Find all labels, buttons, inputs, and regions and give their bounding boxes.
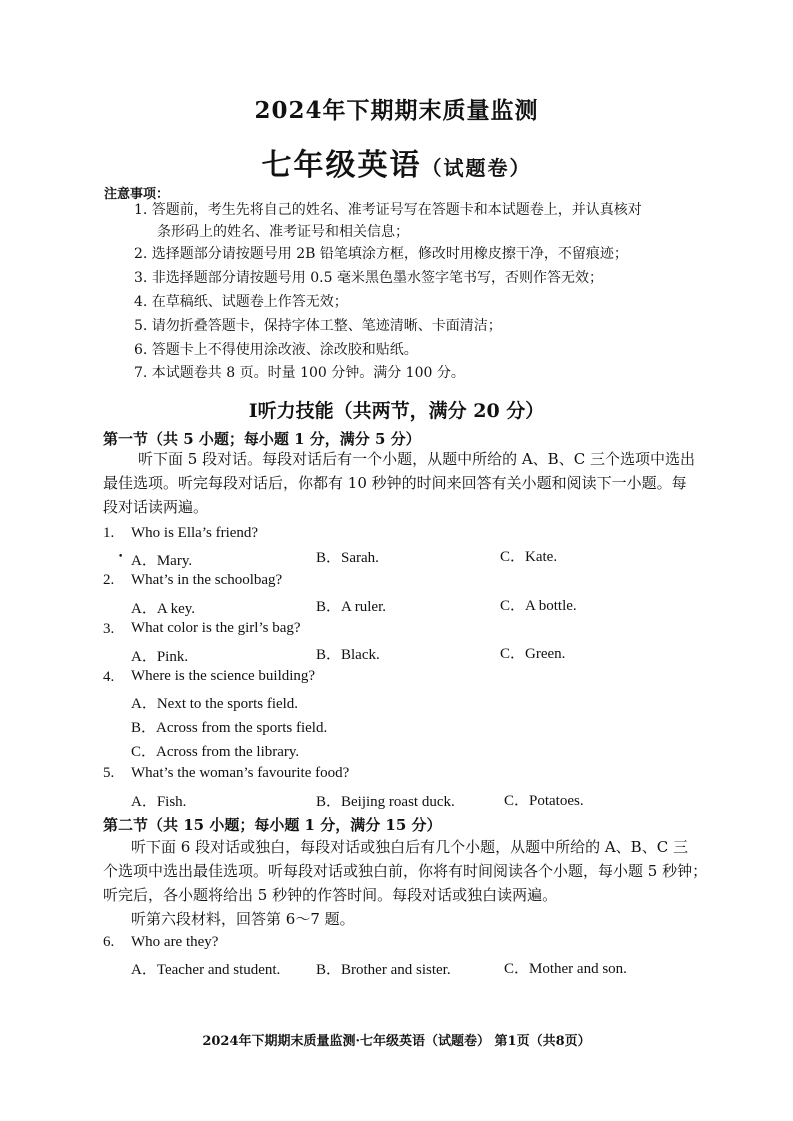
option-b: B．A ruler.	[316, 599, 386, 615]
question-stem: What’s the woman’s favourite food?	[131, 765, 350, 781]
ink-mark: •	[118, 552, 124, 562]
notice-item: 条形码上的姓名、准考证号和相关信息；	[157, 224, 409, 240]
option-c: C．Mother and son.	[504, 961, 627, 977]
option-a: A．Fish.	[131, 794, 187, 810]
question-number: 1.	[103, 525, 115, 541]
part2-instruction-line: 听下面 6 段对话或独白，每段对话或独白后有几个小题，从题中所给的 A、B、C 三	[131, 838, 688, 856]
subject-subtitle: （试题卷）	[421, 156, 532, 180]
question-number: 5.	[103, 765, 115, 781]
option-c: C．Green.	[500, 646, 566, 662]
exam-subject	[0, 140, 793, 184]
question-stem: Where is the science building?	[131, 668, 316, 684]
notice-item: 7. 本试题卷共 8 页。时量 100 分钟。满分 100 分。	[134, 365, 465, 381]
option-a: A．Next to the sports field.	[131, 696, 299, 712]
page-footer: 2024年下期期末质量监测·七年级英语（试题卷） 第1页（共8页）	[202, 1034, 591, 1049]
option-a: A．Pink.	[131, 649, 189, 665]
notice-item: 2. 选择题部分请按题号用 2B 铅笔填涂方框，修改时用橡皮擦干净，不留痕迹；	[134, 246, 628, 262]
option-b: B．Beijing roast duck.	[316, 794, 455, 810]
question-stem: What’s in the schoolbag?	[131, 572, 283, 588]
part2-instruction-line: 听完后，各小题将给出 5 秒钟的作答时间。每段对话或独白读两遍。	[103, 886, 558, 904]
option-c: C．Kate.	[500, 549, 558, 565]
part2-instruction-line: 个选项中选出最佳选项。听每段对话或独白前，你将有时间阅读各个小题，每小题 5 秒钟；	[103, 862, 708, 880]
option-b: B．Across from the sports field.	[131, 720, 328, 736]
question-number: 6.	[103, 934, 115, 950]
subject-name: 七年级英语	[261, 148, 422, 183]
notice-item: 5. 请勿折叠答题卡，保持字体工整、笔迹清晰、卡面清洁；	[134, 318, 502, 334]
notice-heading: 注意事项：	[104, 187, 170, 202]
notice-item: 6. 答题卡上不得使用涂改液、涂改胶和贴纸。	[134, 342, 418, 358]
question-stem: What color is the girl’s bag?	[131, 620, 301, 636]
option-b: B．Black.	[316, 647, 380, 663]
question-stem: Who are they?	[131, 934, 219, 950]
option-b: B．Sarah.	[316, 550, 379, 566]
part2-heading: 第二节（共 15 小题；每小题 1 分，满分 15 分）	[103, 816, 442, 834]
option-a: A．Mary.	[131, 553, 193, 569]
part1-heading: 第一节（共 5 小题；每小题 1 分，满分 5 分）	[103, 430, 421, 448]
option-c: C．A bottle.	[500, 598, 577, 614]
section-title: Ⅰ听力技能（共两节，满分 20 分）	[248, 400, 545, 422]
option-a: A．A key.	[131, 601, 196, 617]
question-number: 4.	[103, 669, 115, 685]
part1-instruction-line: 段对话读两遍。	[103, 498, 209, 516]
part1-instruction-line: 最佳选项。听完每段对话后，你都有 10 秒钟的时间来回答有关小题和阅读下一小题。每	[103, 474, 687, 492]
option-a: A．Teacher and student.	[131, 962, 281, 978]
notice-item: 1. 答题前，考生先将自己的姓名、准考证号写在答题卡和本试题卷上，并认真核对	[134, 202, 642, 218]
notice-item: 4. 在草稿纸、试题卷上作答无效；	[134, 294, 348, 310]
option-c: C．Potatoes.	[504, 793, 584, 809]
question-stem: Who is Ella’s friend?	[131, 525, 259, 541]
question-number: 2.	[103, 572, 115, 588]
notice-item: 3. 非选择题部分请按题号用 0.5 毫米黑色墨水签字笔书写，否则作答无效；	[134, 270, 603, 286]
material-note: 听第六段材料，回答第 6～7 题。	[131, 910, 355, 928]
part1-instruction-line: 听下面 5 段对话。每段对话后有一个小题，从题中所给的 A、B、C 三个选项中选出	[138, 450, 695, 468]
question-number: 3.	[103, 621, 115, 637]
exam-title: 2024年下期期末质量监测	[254, 97, 539, 124]
option-c: C．Across from the library.	[131, 744, 300, 760]
option-b: B．Brother and sister.	[316, 962, 451, 978]
